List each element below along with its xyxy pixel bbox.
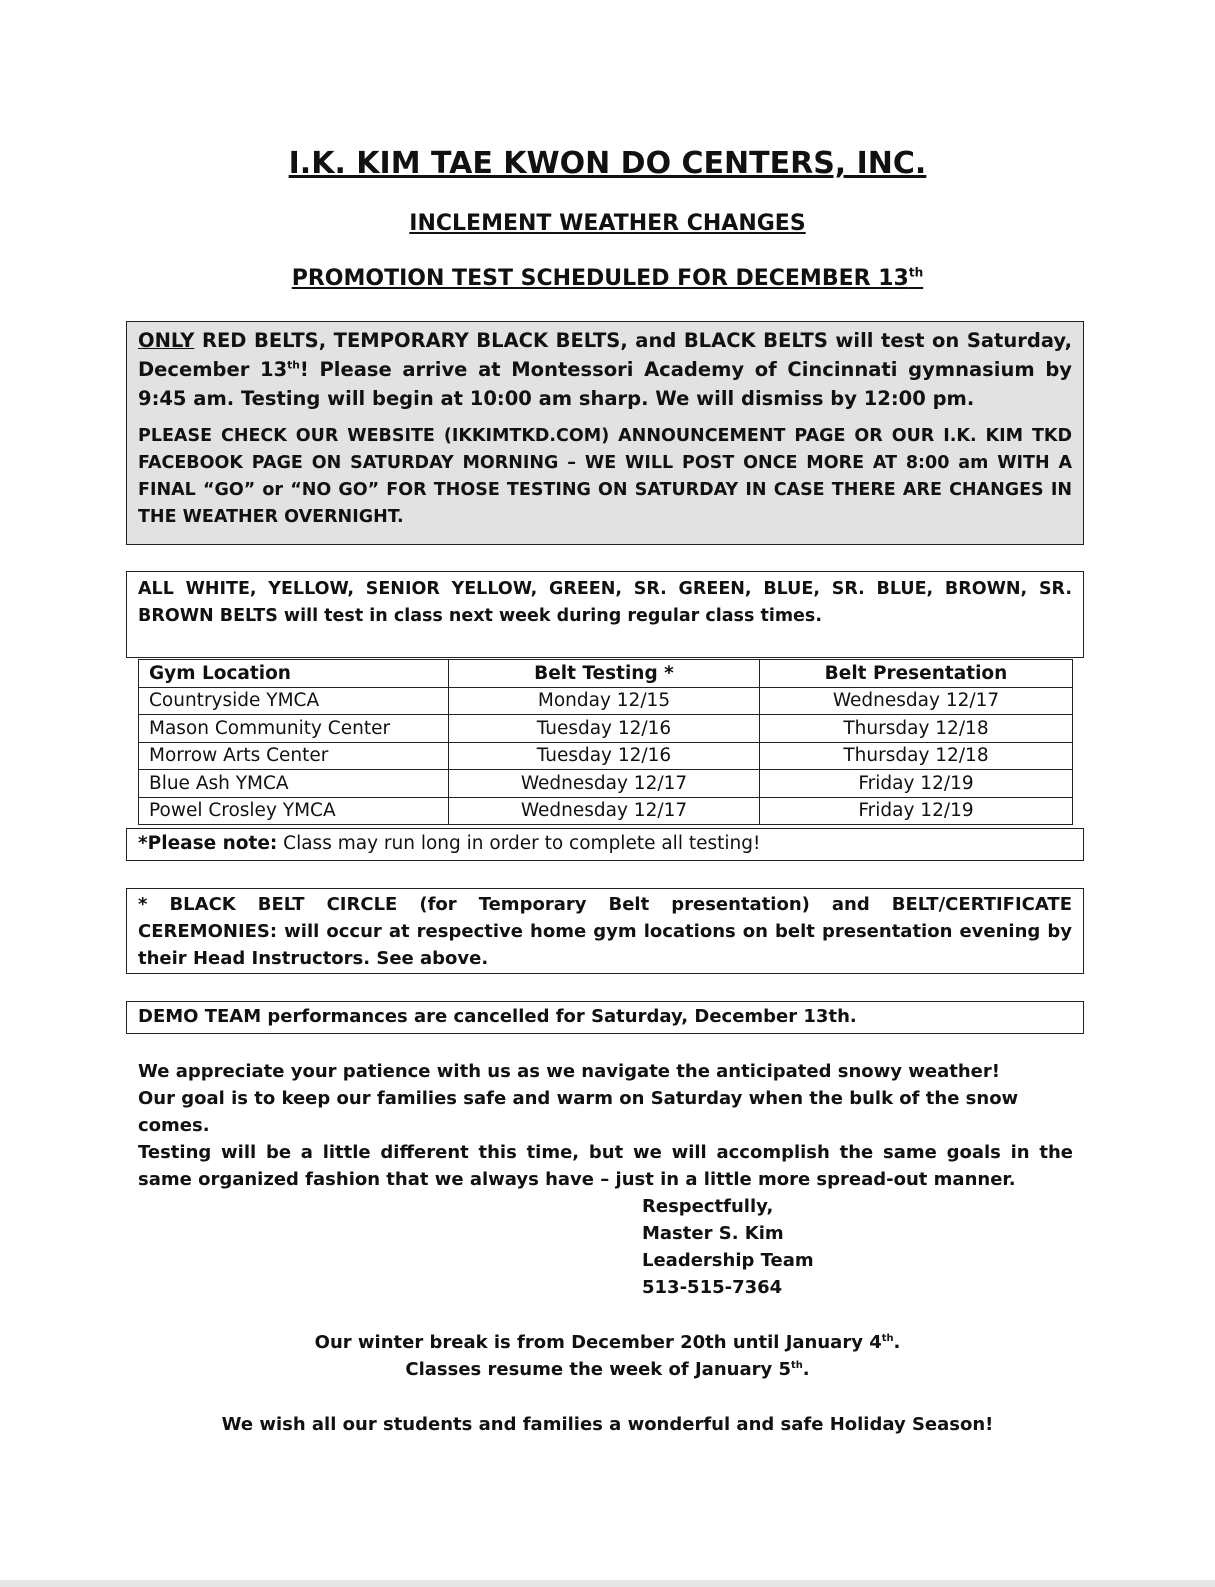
testing-schedule-table bbox=[138, 659, 1073, 825]
belt-presentation-date: Friday 12/19 bbox=[759, 797, 1072, 825]
signature-block bbox=[642, 1193, 814, 1301]
table-row bbox=[139, 770, 1073, 798]
belt-presentation-date: Thursday 12/18 bbox=[759, 715, 1072, 743]
demo-team-text: DEMO TEAM performances are cancelled for Saturday, December 13th. bbox=[138, 1006, 857, 1027]
belt-testing-date: Wednesday 12/17 bbox=[448, 797, 759, 825]
phone-number: 513-515-7364 bbox=[642, 1277, 783, 1298]
gym-location: Powel Crosley YMCA bbox=[139, 797, 449, 825]
signature-line: Leadership Team bbox=[642, 1250, 814, 1271]
black-belt-testing-text: ONLY RED BELTS, TEMPORARY BLACK BELTS, and BLACK BELTS will test on Saturday, December 13th! Please arrive at Montessori Academy of Cincinnati gymnasium by 9:45 am. Testing will begin at 10:00 am sharp. We will dismiss by 12:00 pm. bbox=[138, 329, 1072, 410]
table-row bbox=[139, 742, 1073, 770]
belt-presentation-date: Thursday 12/18 bbox=[759, 742, 1072, 770]
classes-resume-line: Classes resume the week of January 5th. bbox=[405, 1359, 810, 1380]
closing-line: We appreciate your patience with us as we navigate the anticipated snowy weather! bbox=[138, 1061, 1000, 1082]
signature-line: Master S. Kim bbox=[642, 1223, 784, 1244]
column-header: Belt Presentation bbox=[759, 660, 1072, 688]
notice-subtitle: INCLEMENT WEATHER CHANGES bbox=[409, 211, 806, 236]
winter-break-line: Our winter break is from December 20th until January 4th. bbox=[314, 1332, 901, 1353]
black-belt-testing-box bbox=[126, 321, 1084, 545]
other-belts-box bbox=[126, 571, 1084, 658]
column-header: Gym Location bbox=[139, 660, 449, 688]
closing-line: Our goal is to keep our families safe and warm on Saturday when the bulk of the snow comes. bbox=[138, 1088, 1019, 1136]
org-title: I.K. KIM TAE KWON DO CENTERS, INC. bbox=[288, 146, 927, 181]
viewer-bottom-edge bbox=[0, 1580, 1215, 1587]
other-belts-text: ALL WHITE, YELLOW, SENIOR YELLOW, GREEN, SR. GREEN, BLUE, SR. BLUE, BROWN, SR. BROWN BELTS will test in class next week during regular class times. bbox=[138, 579, 1072, 626]
table-header-row bbox=[139, 660, 1073, 688]
demo-team-box bbox=[126, 1001, 1084, 1034]
winter-break-notice bbox=[0, 1329, 1215, 1383]
belt-testing-date: Monday 12/15 bbox=[448, 687, 759, 715]
belt-presentation-date: Friday 12/19 bbox=[759, 770, 1072, 798]
closing-line: Testing will be a little different this time, but we will accomplish the same goals in the same organized fashion that we always have – just in a little more spread-out manner. bbox=[138, 1142, 1073, 1190]
gym-location: Blue Ash YMCA bbox=[139, 770, 449, 798]
signature-line: Respectfully, bbox=[642, 1196, 774, 1217]
holiday-wish: We wish all our students and families a wonderful and safe Holiday Season! bbox=[221, 1414, 994, 1435]
black-belt-circle-text: * BLACK BELT CIRCLE (for Temporary Belt presentation) and BELT/CERTIFICATE CEREMONIES: will occur at respective home gym locations on belt presentation evening by their Head Instructors. See above. bbox=[138, 894, 1072, 969]
please-note-text: Class may run long in order to complete all testing! bbox=[277, 833, 761, 854]
website-notice: PLEASE CHECK OUR WEBSITE (IKKIMTKD.COM) ANNOUNCEMENT PAGE OR OUR I.K. KIM TKD FACEBOOK PAGE ON SATURDAY MORNING – WE WILL POST ONCE MORE AT 8:00 am WITH A FINAL “GO” or “NO GO” FOR THOSE TESTING ON SATURDAY IN CASE THERE ARE CHANGES IN THE WEATHER OVERNIGHT. bbox=[138, 426, 1072, 527]
gym-location: Morrow Arts Center bbox=[139, 742, 449, 770]
table-row bbox=[139, 715, 1073, 743]
table-row bbox=[139, 687, 1073, 715]
belt-testing-date: Wednesday 12/17 bbox=[448, 770, 759, 798]
table-row bbox=[139, 797, 1073, 825]
gym-location: Mason Community Center bbox=[139, 715, 449, 743]
gym-location: Countryside YMCA bbox=[139, 687, 449, 715]
column-header: Belt Testing * bbox=[448, 660, 759, 688]
please-note-box bbox=[126, 828, 1084, 861]
please-note-label: *Please note: bbox=[138, 833, 278, 854]
belt-testing-date: Tuesday 12/16 bbox=[448, 715, 759, 743]
belt-testing-date: Tuesday 12/16 bbox=[448, 742, 759, 770]
promotion-heading: PROMOTION TEST SCHEDULED FOR DECEMBER 13th bbox=[291, 265, 924, 291]
black-belt-circle-box bbox=[126, 888, 1084, 974]
belt-presentation-date: Wednesday 12/17 bbox=[759, 687, 1072, 715]
closing-paragraph bbox=[138, 1058, 1073, 1193]
